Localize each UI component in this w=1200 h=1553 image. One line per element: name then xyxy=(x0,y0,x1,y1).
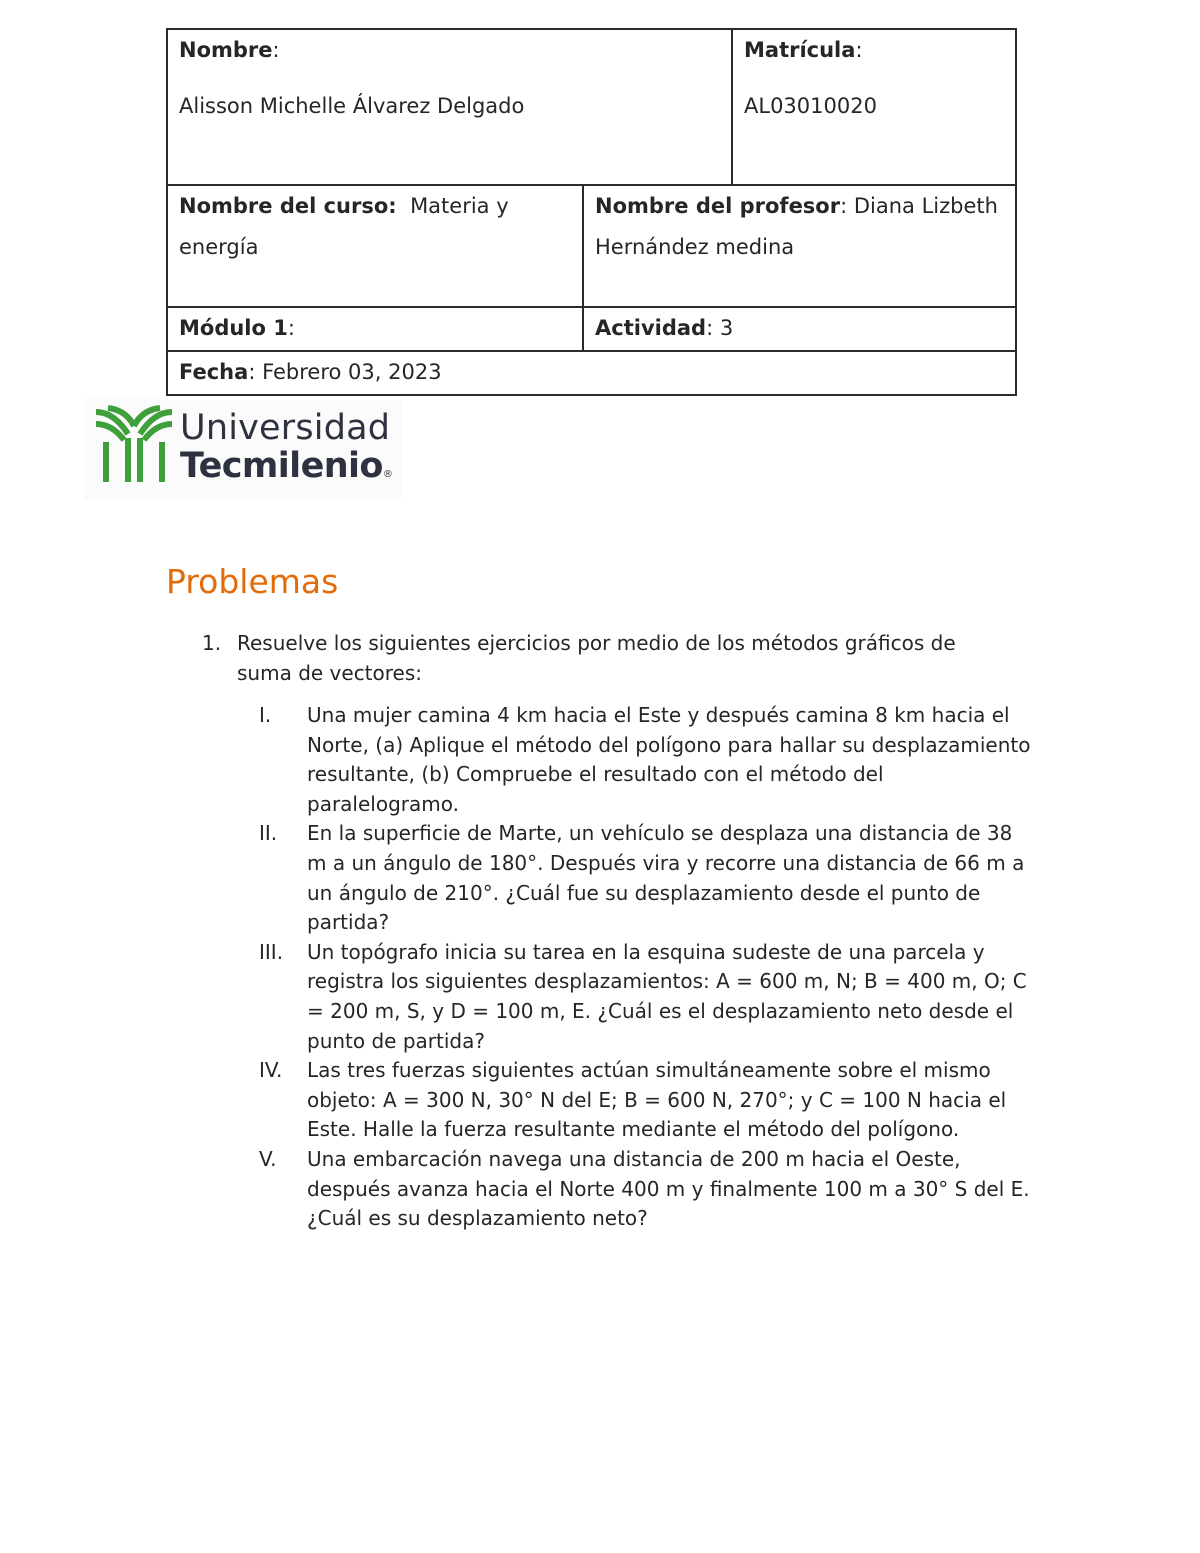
exercise-text: Una embarcación navega una distancia de 200 m hacia el Oeste, después avanza hacia el Norte 400 m y finalmente 100 m a 30° S del E. ¿Cuál es su desplazamiento neto? xyxy=(307,1146,1030,1231)
fecha-value: Febrero 03, 2023 xyxy=(262,360,442,384)
exercise-numeral: II. xyxy=(259,821,278,846)
logo-reg: ® xyxy=(382,469,393,480)
header-table xyxy=(166,28,1017,396)
modulo-label: Módulo 1 xyxy=(179,316,288,340)
fecha-label: Fecha xyxy=(179,360,249,384)
question-number: 1. xyxy=(202,631,222,655)
modulo-cell: Módulo 1: xyxy=(167,307,583,351)
curso-cell xyxy=(167,185,583,307)
actividad-value: 3 xyxy=(719,316,734,340)
exercise-list xyxy=(230,701,1040,1234)
profesor-value: Diana Lizbeth Hernández medina xyxy=(595,194,998,259)
exercise-item xyxy=(230,938,1040,1056)
exercise-numeral: IV. xyxy=(259,1058,283,1083)
exercise-text: En la superficie de Marte, un vehículo se desplaza una distancia de 38 m a un ángulo de 180°. Después vira y recorre una distancia de 66 m a un ángulo de 210°. ¿Cuál fue su desplazamiento desde el punto de partida? xyxy=(307,821,1025,935)
exercise-text: Un topógrafo inicia su tarea en la esquina sudeste de una parcela y registra los siguientes desplazamientos: A = 600 m, N; B = 400 m, O; C = 200 m, S, y D = 100 m, E. ¿Cuál es el desplazamiento neto desde el punto de partida? xyxy=(307,939,1027,1053)
exercise-item xyxy=(230,1145,1040,1234)
exercise-numeral: III. xyxy=(259,939,284,964)
tecmilenio-logo-icon xyxy=(94,404,174,484)
nombre-label: Nombre xyxy=(179,38,273,62)
logo-line1: Universidad xyxy=(180,408,391,448)
matricula-cell: Matrícula: AL03010020 xyxy=(732,29,1016,185)
actividad-label: Actividad xyxy=(595,316,707,340)
section-title: Problemas xyxy=(166,562,339,601)
question-text: Resuelve los siguientes ejercicios por medio de los métodos gráficos de suma de vectores: xyxy=(237,631,956,685)
exercise-item xyxy=(230,819,1040,937)
exercise-numeral: I. xyxy=(259,703,272,727)
profesor-cell: Nombre del profesor: Diana Lizbeth Hernández medina xyxy=(583,185,1016,307)
logo-line2 xyxy=(180,446,392,486)
logo-line2-text: Tecmilenio xyxy=(180,446,383,486)
exercise-text: Las tres fuerzas siguientes actúan simultáneamente sobre el mismo objeto: A = 300 N, 30° N del E; B = 600 N, 270°; y C = 100 N hacia el Este. Halle la fuerza resultante mediante el método del polígono. xyxy=(307,1058,1007,1142)
exercise-numeral: V. xyxy=(259,1146,277,1171)
nombre-cell: Nombre: Alisson Michelle Álvarez Delgado xyxy=(167,29,732,185)
fecha-cell: Fecha: Febrero 03, 2023 xyxy=(167,351,1016,395)
nombre-value: Alisson Michelle Álvarez Delgado xyxy=(179,94,525,118)
matricula-label: Matrícula xyxy=(744,38,856,62)
curso-value: Materia y energía xyxy=(179,194,509,259)
actividad-cell: Actividad: 3 xyxy=(583,307,1016,351)
university-logo xyxy=(84,398,402,500)
curso-label: Nombre del curso: xyxy=(179,194,397,218)
exercise-item xyxy=(230,1056,1040,1145)
matricula-value: AL03010020 xyxy=(744,94,877,118)
exercise-text: Una mujer camina 4 km hacia el Este y después camina 8 km hacia el Norte, (a) Aplique el método del polígono para hallar su desplazamiento resultante, (b) Compruebe el resultado con el método del paralelogramo. xyxy=(307,703,1031,816)
profesor-label: Nombre del profesor xyxy=(595,194,841,218)
exercise-item xyxy=(230,701,1040,819)
